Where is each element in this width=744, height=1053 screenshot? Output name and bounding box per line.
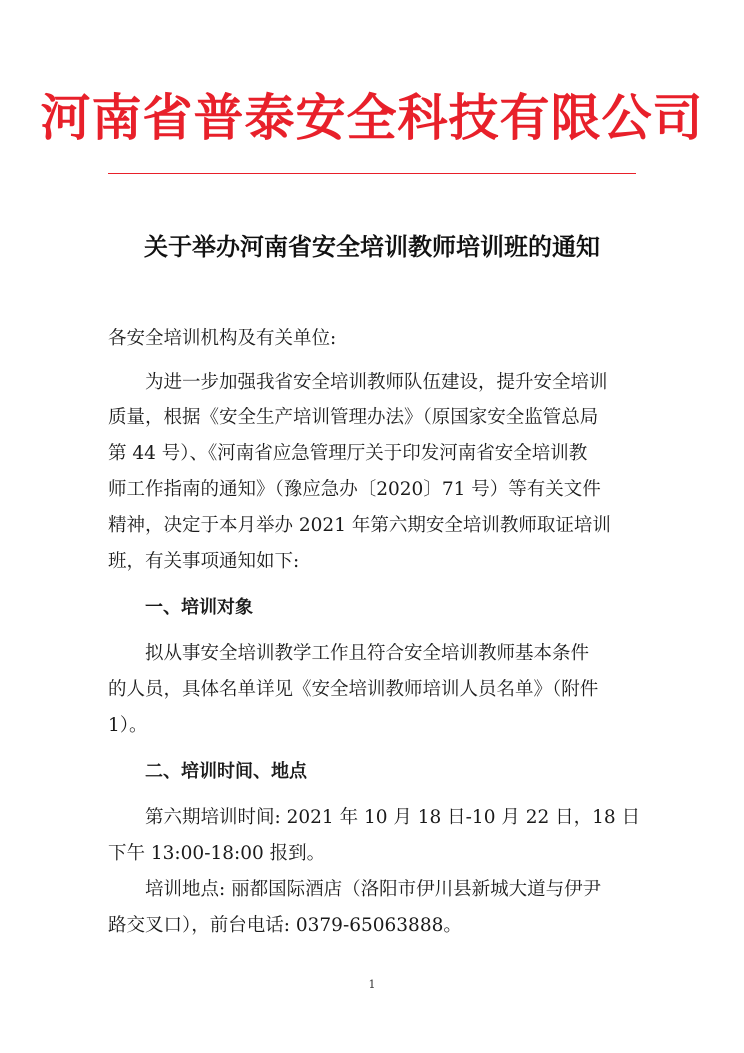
organization-letterhead: 河南省普泰安全科技有限公司 xyxy=(40,88,704,147)
letterhead-divider xyxy=(108,173,636,174)
intro-line: 为进一步加强我省安全培训教师队伍建设，提升安全培训 xyxy=(145,372,608,393)
page-number: 1 xyxy=(368,978,376,991)
section1-line: 的人员，具体名单详见《安全培训教师培训人员名单》（附件 xyxy=(108,679,599,700)
intro-line: 质量，根据《安全生产培训管理办法》（原国家安全监管总局 xyxy=(108,407,599,428)
section1-line: 1）。 xyxy=(108,715,148,736)
intro-line: 第 44 号）、《河南省应急管理厅关于印发河南省安全培训教 xyxy=(108,443,588,464)
intro-line: 班，有关事项通知如下: xyxy=(108,551,300,572)
section-heading-time-place: 二、培训时间、地点 xyxy=(145,761,307,782)
intro-line: 精神，决定于本月举办 2021 年第六期安全培训教师取证培训 xyxy=(108,515,611,536)
training-place-line: 路交叉口），前台电话: 0379-65063888。 xyxy=(108,915,462,936)
intro-line: 师工作指南的通知》（豫应急办〔2020〕71 号）等有关文件 xyxy=(108,479,601,500)
section1-line: 拟从事安全培训教学工作且符合安全培训教师基本条件 xyxy=(145,643,590,664)
salutation: 各安全培训机构及有关单位: xyxy=(108,328,337,349)
section-heading-trainees: 一、培训对象 xyxy=(145,597,253,618)
training-time-line: 下午 13:00-18:00 报到。 xyxy=(108,843,326,864)
training-time-line: 第六期培训时间: 2021 年 10 月 18 日-10 月 22 日，18 日 xyxy=(145,807,641,828)
document-title: 关于举办河南省安全培训教师培训班的通知 xyxy=(144,232,600,261)
training-place-line: 培训地点: 丽都国际酒店（洛阳市伊川县新城大道与伊尹 xyxy=(145,879,602,900)
